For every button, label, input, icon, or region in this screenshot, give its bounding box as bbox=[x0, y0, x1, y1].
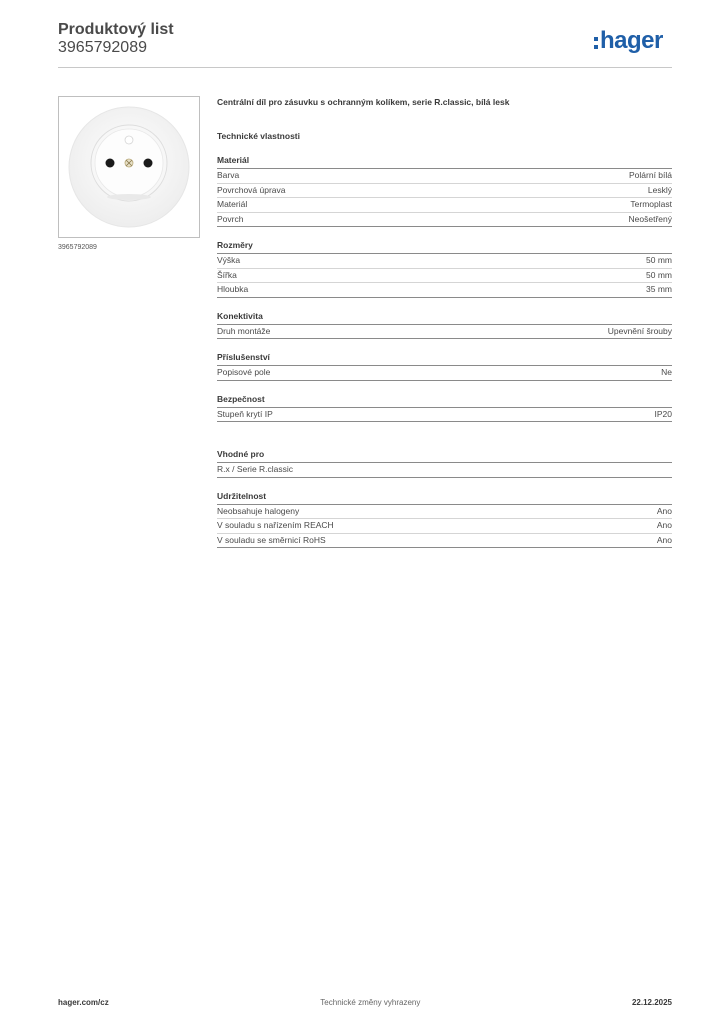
spec-value: Ano bbox=[656, 534, 672, 545]
page-footer bbox=[58, 998, 672, 1007]
spec-row bbox=[217, 184, 672, 199]
spec-value: Ano bbox=[656, 505, 672, 516]
section-dimensions bbox=[217, 239, 672, 298]
spec-value: Ne bbox=[661, 367, 672, 377]
section-title: Udržitelnost bbox=[217, 490, 672, 505]
spec-row bbox=[217, 169, 672, 184]
spec-value: 50 mm bbox=[646, 255, 672, 265]
spec-label: Hloubka bbox=[217, 284, 249, 294]
section-title: Materiál bbox=[217, 154, 672, 169]
spec-value: Lesklý bbox=[647, 184, 672, 195]
socket-outlet-icon bbox=[59, 97, 199, 237]
spec-row bbox=[217, 283, 672, 298]
spec-value: Ano bbox=[656, 520, 672, 530]
section-title: Bezpečnost bbox=[217, 393, 672, 408]
spec-label: Materiál bbox=[217, 199, 248, 209]
section-sustainability bbox=[217, 490, 672, 549]
spec-label: Výška bbox=[217, 255, 241, 265]
spec-value: Neošetřený bbox=[628, 213, 672, 224]
section-connectivity bbox=[217, 310, 672, 340]
spec-value: Termoplast bbox=[630, 199, 672, 209]
section-suitable-for bbox=[217, 448, 672, 478]
spec-row bbox=[217, 519, 672, 534]
spec-label: V souladu s nařízením REACH bbox=[217, 520, 334, 530]
spec-row bbox=[217, 366, 672, 381]
spec-label: Barva bbox=[217, 170, 240, 180]
spec-row bbox=[217, 408, 672, 423]
spec-value: Upevnění šrouby bbox=[607, 325, 672, 336]
spec-value: 50 mm bbox=[646, 269, 672, 280]
spec-label: V souladu se směrnicí RoHS bbox=[217, 534, 326, 545]
spec-row bbox=[217, 213, 672, 228]
section-title: Vhodné pro bbox=[217, 448, 672, 463]
spec-label: R.x / Serie R.classic bbox=[217, 464, 294, 474]
section-accessories bbox=[217, 351, 672, 381]
hager-logo bbox=[594, 26, 663, 56]
spec-label: Povrchová úprava bbox=[217, 184, 286, 195]
spec-row bbox=[217, 505, 672, 520]
logo-dots-icon bbox=[594, 37, 598, 49]
spec-row bbox=[217, 463, 672, 478]
spec-label: Stupeň krytí IP bbox=[217, 408, 273, 419]
spec-label: Povrch bbox=[217, 213, 244, 224]
footer-note: Technické změny vyhrazeny bbox=[320, 998, 421, 1007]
spec-value: IP20 bbox=[654, 408, 672, 419]
spec-row bbox=[217, 534, 672, 549]
document-title: Produktový list bbox=[58, 21, 174, 38]
technical-properties-heading: Technické vlastnosti bbox=[217, 131, 300, 141]
footer-date: 22.12.2025 bbox=[631, 998, 672, 1007]
header-divider bbox=[58, 67, 672, 68]
section-safety bbox=[217, 393, 672, 423]
specification-panel bbox=[217, 96, 672, 548]
spec-row bbox=[217, 269, 672, 284]
logo-text: hager bbox=[600, 27, 663, 54]
product-description: Centrální díl pro zásuvku s ochranným kolíkem, serie R.classic, bílá lesk bbox=[217, 97, 510, 107]
spec-row bbox=[217, 198, 672, 213]
product-number: 3965792089 bbox=[58, 39, 147, 56]
product-image bbox=[58, 96, 200, 238]
footer-website: hager.com/cz bbox=[58, 998, 109, 1007]
section-title: Konektivita bbox=[217, 310, 672, 325]
section-material bbox=[217, 154, 672, 227]
spec-label: Druh montáže bbox=[217, 325, 271, 336]
spec-row bbox=[217, 325, 672, 340]
spec-value: 35 mm bbox=[646, 284, 672, 294]
spec-label: Neobsahuje halogeny bbox=[217, 505, 300, 516]
spec-label: Popisové pole bbox=[217, 367, 271, 377]
section-title: Příslušenství bbox=[217, 351, 672, 366]
image-caption: 3965792089 bbox=[58, 244, 97, 251]
spec-value: Polární bílá bbox=[629, 170, 672, 180]
spec-row bbox=[217, 254, 672, 269]
spec-label: Šířka bbox=[217, 269, 237, 280]
section-title: Rozměry bbox=[217, 239, 672, 254]
